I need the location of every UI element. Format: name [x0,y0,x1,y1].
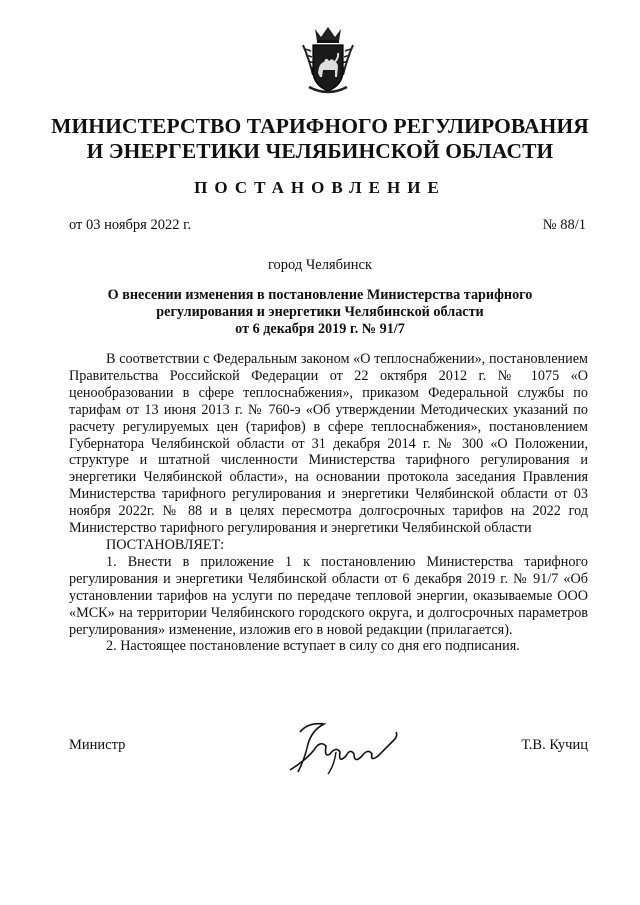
document-date: от 03 ноября 2022 г. [69,217,192,233]
city-name: город Челябинск [267,257,373,273]
document-body [69,351,588,655]
ministry-title [0,114,640,164]
subject-line2: регулирования и энергетики Челябинской области [156,304,484,320]
preamble-paragraph: В соответствии с Федеральным законом «О теплоснабжении», постановлением Правительства Российской Федерации от 22 октября 2012 г. № 1075 «О ценообразовании в сфере теплоснабжения», приказом Федеральной службы по тарифам от 13 июня 2013 г. № 760-э «Об утверждении Методических указаний по расчету регулируемых цен (тарифов) в сфере теплоснабжения», постановлением Губернатора Челябинской области от 31 декабря 2014 г. № 300 «О Положении, структуре и штатной численности Министерства тарифного регулирования и энергетики Челябинской области», на основании протокола заседания Правления Министерства тарифного регулирования и энергетики Челябинской области от 03 ноября 2022г. № 88 и в целях пересмотра долгосрочных тарифов на 2022 год Министерство тарифного регулирования и энергетики Челябинской области [69,351,588,537]
subject-line3: от 6 декабря 2019 г. № 91/7 [235,321,405,337]
item-2-paragraph: 2. Настоящее постановление вступает в силу со дня его подписания. [106,638,520,655]
document-type: ПОСТАНОВЛЕНИЕ [194,178,446,197]
handwritten-signature [278,710,418,780]
ministry-title-line2: И ЭНЕРГЕТИКИ ЧЕЛЯБИНСКОЙ ОБЛАСТИ [86,139,554,163]
subject-line1: О внесении изменения в постановление Министерства тарифного [107,287,533,303]
signatory-name: Т.В. Кучиц [521,737,588,753]
document-number: № 88/1 [542,217,586,233]
ministry-title-line1: МИНИСТЕРСТВО ТАРИФНОГО РЕГУЛИРОВАНИЯ [51,114,589,138]
coat-of-arms-icon [299,25,357,97]
signatory-position: Министр [69,737,126,753]
decree-word: ПОСТАНОВЛЯЕТ: [106,536,225,553]
item-1-paragraph: 1. Внести в приложение 1 к постановлению Министерства тарифного регулирования и энергетики Челябинской области от 6 декабря 2019 г. № 91/7 «Об установлении тарифов на услуги по передаче тепловой энергии, оказываемые ООО «МСК» на территории Челябинского городского округа, и долгосрочных параметров регулирования» изменение, изложив его в новой редакции (прилагается). [69,553,588,638]
document-subject [90,287,550,338]
